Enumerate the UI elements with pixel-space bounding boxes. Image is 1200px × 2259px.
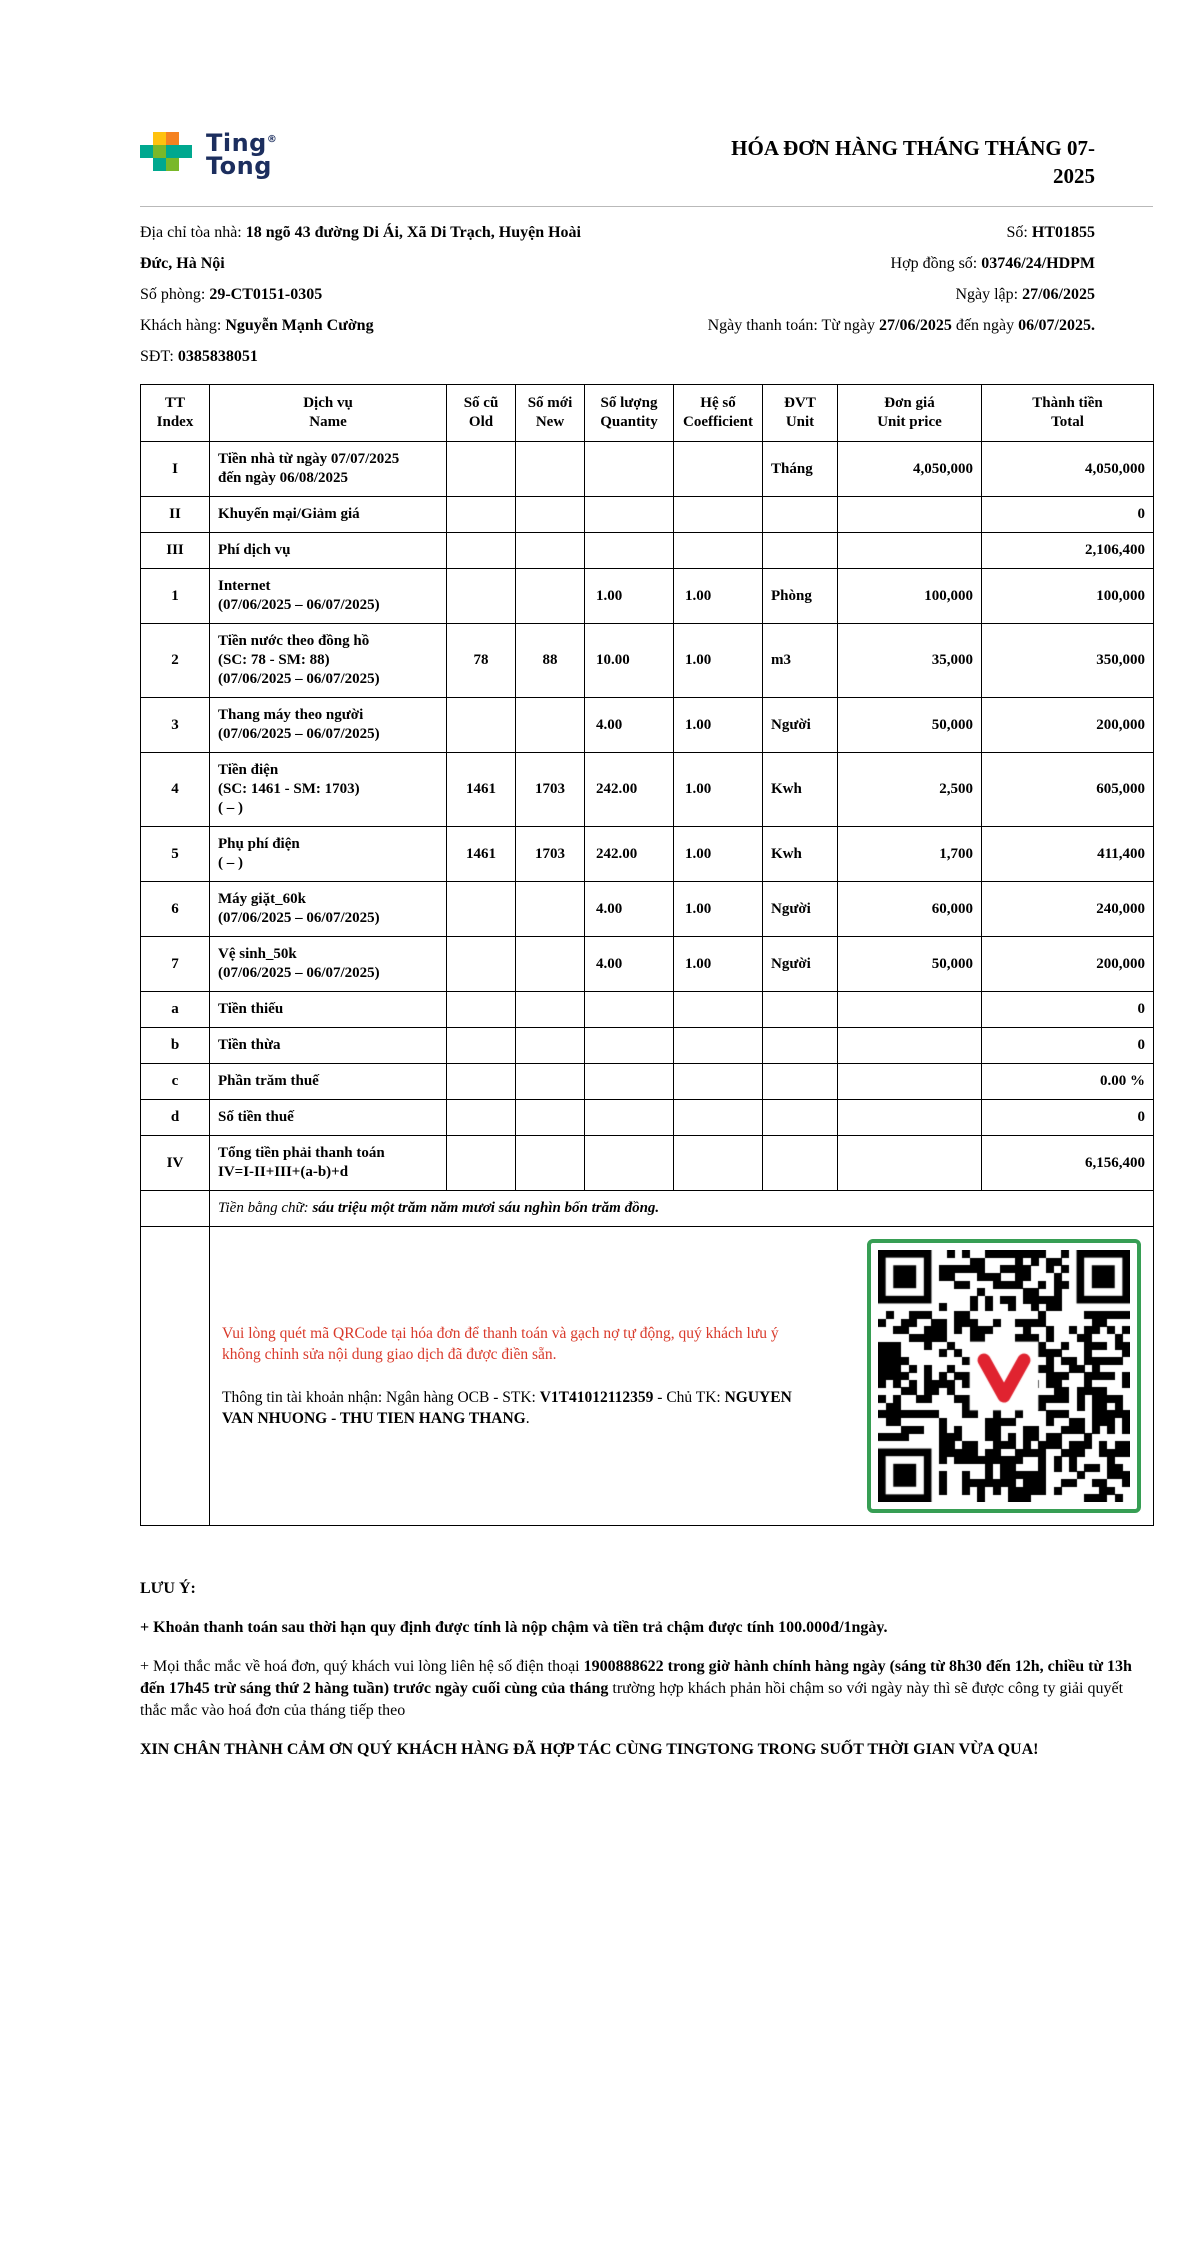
cell-unit	[763, 1064, 838, 1100]
column-header: Đơn giá Unit price	[838, 385, 982, 442]
cell-unit	[763, 1100, 838, 1136]
cell-price	[838, 533, 982, 569]
qr-section-cell	[210, 1227, 1154, 1526]
cell-old	[447, 442, 516, 497]
cell-old	[447, 882, 516, 937]
cell-old	[447, 1028, 516, 1064]
note-late-payment: + Khoản thanh toán sau thời hạn quy định được tính là nộp chậm và tiền trả chậm được tính 100.000đ/1ngày.	[140, 1619, 888, 1636]
amount-in-words	[210, 1191, 1154, 1227]
cell-new: 1703	[516, 753, 585, 827]
table-row	[141, 1100, 1154, 1136]
cell-old	[447, 937, 516, 992]
column-header: Hệ số Coefficient	[674, 385, 763, 442]
cell-coef	[674, 1136, 763, 1191]
qr-payment-notice: Vui lòng quét mã QRCode tại hóa đơn để thanh toán và gạch nợ tự động, quý khách lưu ý không chỉnh sửa nội dung giao dịch đã được điền sẵn.	[222, 1325, 779, 1363]
cell-coef	[674, 497, 763, 533]
cell-tt: 7	[141, 937, 210, 992]
cell-qty	[585, 497, 674, 533]
cell-tt: II	[141, 497, 210, 533]
column-header: ĐVT Unit	[763, 385, 838, 442]
cell-coef	[674, 442, 763, 497]
table-row	[141, 753, 1154, 827]
cell-name: Vệ sinh_50k (07/06/2025 – 06/07/2025)	[210, 937, 447, 992]
cell-coef	[674, 533, 763, 569]
cell-old: 78	[447, 624, 516, 698]
cell-total: 0	[982, 992, 1154, 1028]
cell-unit	[763, 533, 838, 569]
cell-name: Tiền nhà từ ngày 07/07/2025 đến ngày 06/08/2025	[210, 442, 447, 497]
cell-price	[838, 1100, 982, 1136]
cell-qty	[585, 442, 674, 497]
cell-coef: 1.00	[674, 624, 763, 698]
cell-old: 1461	[447, 827, 516, 882]
cell-name: Phí dịch vụ	[210, 533, 447, 569]
cell-new	[516, 533, 585, 569]
cell-price: 35,000	[838, 624, 982, 698]
cell-new	[516, 937, 585, 992]
table-row	[141, 533, 1154, 569]
cell-new	[516, 882, 585, 937]
table-row	[141, 698, 1154, 753]
cell-tt: IV	[141, 1136, 210, 1191]
cell-unit: Người	[763, 882, 838, 937]
invoice-table	[140, 384, 1154, 1526]
cell-old	[447, 569, 516, 624]
logo-pixel-icon	[140, 132, 194, 174]
cell-total: 4,050,000	[982, 442, 1154, 497]
cell-qty	[585, 533, 674, 569]
cell-unit: Tháng	[763, 442, 838, 497]
payment-period: Ngày thanh toán: Từ ngày 27/06/2025 đến ngày 06/07/2025.	[707, 317, 1095, 334]
cell-tt: 2	[141, 624, 210, 698]
cell-qty: 10.00	[585, 624, 674, 698]
cell-name: Tổng tiền phải thanh toán IV=I-II+III+(a-b)+d	[210, 1136, 447, 1191]
cell-total: 0	[982, 497, 1154, 533]
cell-unit: Phòng	[763, 569, 838, 624]
cell-tt: b	[141, 1028, 210, 1064]
info-left-column	[140, 217, 581, 372]
qr-account-info: Thông tin tài khoản nhận: Ngân hàng OCB - STK: V1T41012112359 - Chủ TK: NGUYEN VAN NHUONG - THU TIEN HANG THANG.	[222, 1389, 792, 1427]
cell-total: 0	[982, 1028, 1154, 1064]
cell-new	[516, 1100, 585, 1136]
cell-tt	[141, 1191, 210, 1227]
cell-total: 0	[982, 1100, 1154, 1136]
cell-qty	[585, 1136, 674, 1191]
cell-total: 240,000	[982, 882, 1154, 937]
column-header: Thành tiền Total	[982, 385, 1154, 442]
cell-total: 411,400	[982, 827, 1154, 882]
logo-wordmark: Ting® Tong	[206, 129, 278, 180]
cell-price: 1,700	[838, 827, 982, 882]
cell-old: 1461	[447, 753, 516, 827]
column-header: Số mới New	[516, 385, 585, 442]
cell-coef: 1.00	[674, 937, 763, 992]
amount-in-words-label: Tiền bằng chữ:	[218, 1200, 313, 1216]
cell-unit: Kwh	[763, 827, 838, 882]
cell-unit	[763, 1136, 838, 1191]
cell-price: 100,000	[838, 569, 982, 624]
cell-tt: 6	[141, 882, 210, 937]
cell-total: 6,156,400	[982, 1136, 1154, 1191]
customer-name: Khách hàng: Nguyễn Mạnh Cường	[140, 317, 374, 334]
cell-name: Tiền điện (SC: 1461 - SM: 1703) ( – )	[210, 753, 447, 827]
cell-coef	[674, 1064, 763, 1100]
column-header: Dịch vụ Name	[210, 385, 447, 442]
cell-name: Tiền thiếu	[210, 992, 447, 1028]
cell-price: 60,000	[838, 882, 982, 937]
contract-number: Hợp đồng số: 03746/24/HDPM	[890, 255, 1095, 272]
building-address-line2: Đức, Hà Nội	[140, 255, 225, 272]
invoice-table-head-row	[141, 385, 1154, 442]
table-row	[141, 937, 1154, 992]
invoice-info	[140, 217, 1153, 372]
cell-tt: 5	[141, 827, 210, 882]
cell-coef: 1.00	[674, 569, 763, 624]
cell-qty	[585, 1028, 674, 1064]
cell-old	[447, 533, 516, 569]
qr-instructions	[220, 1323, 792, 1429]
cell-qty	[585, 992, 674, 1028]
table-row	[141, 992, 1154, 1028]
cell-name: Tiền thừa	[210, 1028, 447, 1064]
cell-total: 2,106,400	[982, 533, 1154, 569]
header	[140, 128, 1153, 207]
table-row	[141, 569, 1154, 624]
cell-new	[516, 1136, 585, 1191]
notes-title: LƯU Ý:	[140, 1580, 196, 1597]
cell-new	[516, 1028, 585, 1064]
building-address: Địa chỉ tòa nhà: 18 ngõ 43 đường Di Ái, Xã Di Trạch, Huyện Hoài	[140, 224, 581, 241]
column-header: Số cũ Old	[447, 385, 516, 442]
cell-name: Số tiền thuế	[210, 1100, 447, 1136]
cell-coef: 1.00	[674, 827, 763, 882]
cell-old	[447, 497, 516, 533]
cell-new	[516, 992, 585, 1028]
column-header: Số lượng Quantity	[585, 385, 674, 442]
cell-total: 200,000	[982, 698, 1154, 753]
thanks-message: XIN CHÂN THÀNH CẢM ƠN QUÝ KHÁCH HÀNG ĐÃ HỢP TÁC CÙNG TINGTONG TRONG SUỐT THỜI GIAN VỪA QUA!	[140, 1741, 1039, 1758]
cell-name: Tiền nước theo đồng hồ (SC: 78 - SM: 88) (07/06/2025 – 06/07/2025)	[210, 624, 447, 698]
footer-notes	[140, 1578, 1153, 1761]
table-row	[141, 624, 1154, 698]
cell-total: 100,000	[982, 569, 1154, 624]
registered-mark-icon: ®	[266, 134, 278, 145]
cell-qty: 1.00	[585, 569, 674, 624]
invoice-number: Số: HT01855	[1006, 224, 1095, 241]
cell-tt: III	[141, 533, 210, 569]
cell-unit	[763, 992, 838, 1028]
cell-new	[516, 1064, 585, 1100]
table-row	[141, 1028, 1154, 1064]
cell-coef	[674, 1028, 763, 1064]
cell-coef: 1.00	[674, 753, 763, 827]
cell-old	[447, 1064, 516, 1100]
cell-unit: Người	[763, 698, 838, 753]
cell-qty: 4.00	[585, 937, 674, 992]
cell-price	[838, 497, 982, 533]
cell-unit: m3	[763, 624, 838, 698]
cell-name: Thang máy theo người (07/06/2025 – 06/07/2025)	[210, 698, 447, 753]
cell-new: 1703	[516, 827, 585, 882]
cell-unit	[763, 1028, 838, 1064]
table-row	[141, 1136, 1154, 1191]
cell-coef	[674, 1100, 763, 1136]
brand-logo	[140, 128, 277, 178]
cell-name: Internet (07/06/2025 – 06/07/2025)	[210, 569, 447, 624]
cell-qty: 242.00	[585, 753, 674, 827]
cell-new	[516, 698, 585, 753]
cell-unit: Kwh	[763, 753, 838, 827]
cell-unit	[763, 497, 838, 533]
table-row	[141, 827, 1154, 882]
qr-code-frame	[867, 1239, 1141, 1513]
table-row	[141, 882, 1154, 937]
cell-price	[838, 992, 982, 1028]
cell-tt: d	[141, 1100, 210, 1136]
cell-name: Máy giặt_60k (07/06/2025 – 06/07/2025)	[210, 882, 447, 937]
note-contact-info: + Mọi thắc mắc về hoá đơn, quý khách vui lòng liên hệ số điện thoại 1900888622 trong giờ hành chính hàng ngày (sáng từ 8h30 đến 12h, chiều từ 13h đến 17h45 trừ sáng thứ 2 hàng tuần) trước ngày cuối cùng của tháng trường hợp khách phản hồi chậm so với ngày này thì sẽ được công ty giải quyết thắc mắc vào hoá đơn của tháng tiếp theo	[140, 1658, 1132, 1719]
invoice-table-body	[141, 442, 1154, 1191]
cell-tt: I	[141, 442, 210, 497]
room-number: Số phòng: 29-CT0151-0305	[140, 286, 323, 303]
info-right-column	[708, 217, 1153, 372]
issue-date: Ngày lập: 27/06/2025	[955, 286, 1095, 303]
cell-tt: 4	[141, 753, 210, 827]
cell-total: 200,000	[982, 937, 1154, 992]
cell-tt: a	[141, 992, 210, 1028]
cell-new	[516, 569, 585, 624]
cell-new	[516, 442, 585, 497]
cell-qty	[585, 1064, 674, 1100]
table-row	[141, 442, 1154, 497]
amount-in-words-value: sáu triệu một trăm năm mươi sáu nghìn bốn trăm đồng.	[312, 1200, 660, 1216]
cell-tt: 3	[141, 698, 210, 753]
cell-name: Phần trăm thuế	[210, 1064, 447, 1100]
cell-old	[447, 1136, 516, 1191]
column-header: TT Index	[141, 385, 210, 442]
cell-total: 605,000	[982, 753, 1154, 827]
cell-price: 50,000	[838, 698, 982, 753]
cell-name: Khuyến mại/Giảm giá	[210, 497, 447, 533]
amount-in-words-row	[141, 1191, 1154, 1227]
phone-number: SĐT: 0385838051	[140, 348, 258, 365]
cell-tt	[141, 1227, 210, 1526]
cell-price: 2,500	[838, 753, 982, 827]
cell-coef: 1.00	[674, 882, 763, 937]
document-title: HÓA ĐƠN HÀNG THÁNG THÁNG 07- 2025	[731, 136, 1095, 188]
cell-qty: 4.00	[585, 882, 674, 937]
cell-price	[838, 1136, 982, 1191]
cell-coef: 1.00	[674, 698, 763, 753]
table-row	[141, 497, 1154, 533]
cell-old	[447, 1100, 516, 1136]
cell-new: 88	[516, 624, 585, 698]
cell-name: Phụ phí điện ( – )	[210, 827, 447, 882]
cell-total: 0.00 %	[982, 1064, 1154, 1100]
cell-total: 350,000	[982, 624, 1154, 698]
qr-code	[878, 1250, 1130, 1502]
cell-tt: c	[141, 1064, 210, 1100]
cell-tt: 1	[141, 569, 210, 624]
cell-price: 4,050,000	[838, 442, 982, 497]
cell-old	[447, 992, 516, 1028]
cell-price: 50,000	[838, 937, 982, 992]
cell-old	[447, 698, 516, 753]
cell-price	[838, 1064, 982, 1100]
cell-price	[838, 1028, 982, 1064]
cell-coef	[674, 992, 763, 1028]
cell-qty: 242.00	[585, 827, 674, 882]
table-row	[141, 1064, 1154, 1100]
cell-qty: 4.00	[585, 698, 674, 753]
cell-new	[516, 497, 585, 533]
qr-row	[141, 1227, 1154, 1526]
cell-qty	[585, 1100, 674, 1136]
cell-unit: Người	[763, 937, 838, 992]
